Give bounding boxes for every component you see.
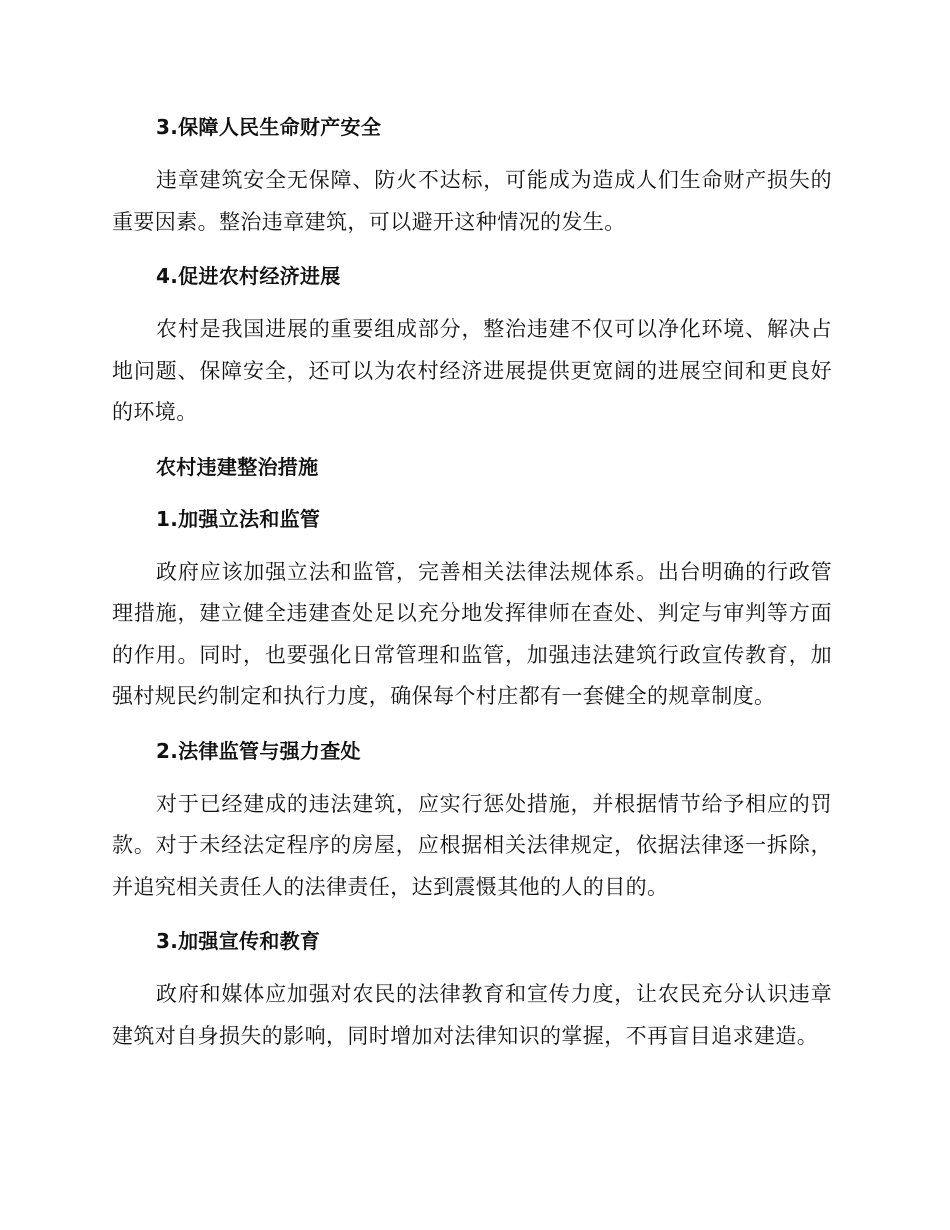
- section-heading-education: 3.加强宣传和教育: [156, 929, 321, 953]
- paragraph-protect-safety: 违章建筑安全无保障、防火不达标，可能成为造成人们生命财产损失的重要因素。整治违章建筑，可以避开这种情况的发生。: [112, 168, 832, 234]
- section-heading-legislation: 1.加强立法和监管: [156, 506, 321, 531]
- paragraph-legislation: 政府应该加强立法和监管，完善相关法律法规体系。出台明确的行政管理措施，建立健全违建查处足以充分地发挥律师在查处、判定与审判等方面的作用。同时，也要强化日常管理和监管，加强违法建筑行政宣传教育，加强村规民约制定和执行力度，确保每个村庄都有一套健全的规章制度。: [112, 559, 832, 708]
- section-heading-measures: 农村违建整治措施: [156, 454, 319, 479]
- document-body: [112, 108, 832, 1071]
- paragraph-education: 政府和媒体应加强对农民的法律教育和宣传力度，让农民充分认识违章建筑对自身损失的影响，同时增加对法律知识的掌握，不再盲目追求建造。: [112, 982, 832, 1048]
- paragraph-rural-economy: 农村是我国进展的重要组成部分，整治违建不仅可以净化环境、解决占地问题、保障安全，还可以为农村经济进展提供更宽阔的进展空间和更良好的环境。: [112, 317, 832, 424]
- section-heading-rural-economy: 4.促进农村经济进展: [156, 264, 341, 288]
- section-heading-enforcement: 2.法律监管与强力查处: [156, 738, 361, 763]
- paragraph-enforcement: 对于已经建成的违法建筑，应实行惩处措施，并根据情节给予相应的罚款。对于未经法定程序的房屋，应根据相关法律规定，依据法律逐一拆除，并追究相关责任人的法律责任，达到震慑其他的人的目的。: [112, 791, 832, 899]
- section-heading-protect-safety: 3.保障人民生命财产安全: [156, 115, 382, 139]
